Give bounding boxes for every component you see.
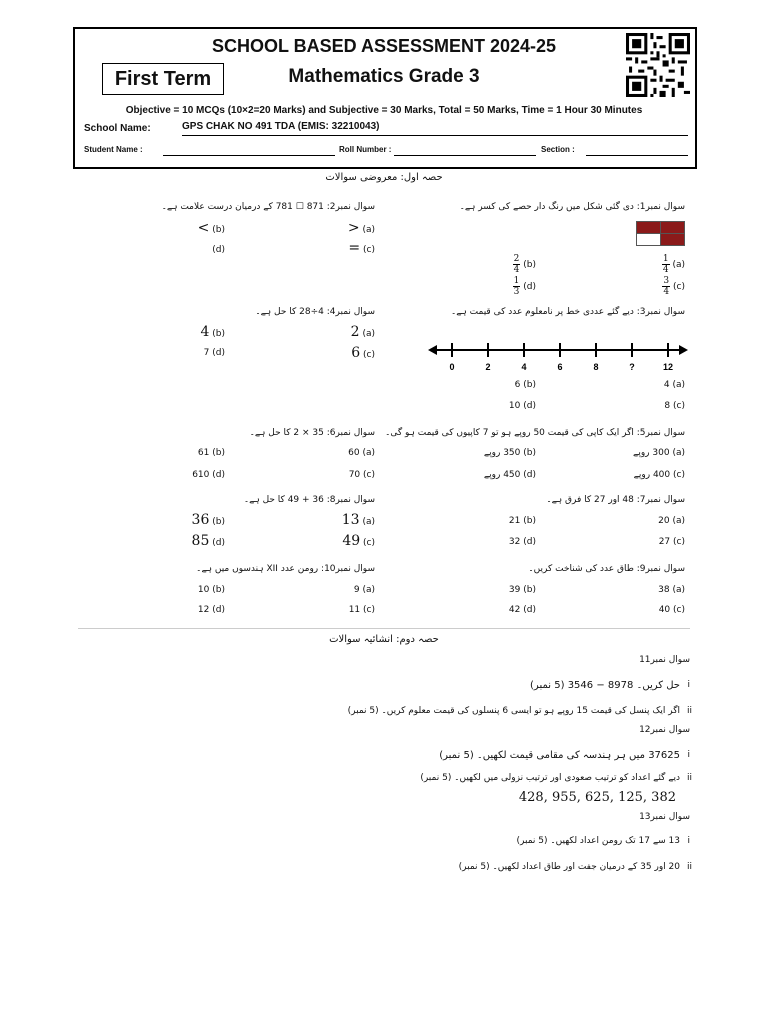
q1-shape xyxy=(636,221,686,247)
q13-ii-label: ii xyxy=(686,862,692,872)
q9-option-d[interactable]: 42 (d) xyxy=(508,605,536,615)
q5-option-b[interactable]: (b) 350 روپے xyxy=(483,448,536,458)
q10-option-d[interactable]: 12 (d) xyxy=(197,605,225,615)
q12-ii-text: دیے گئے اعداد کو ترتیب صعودی اور ترتیب نزولی میں لکھیں۔ (5 نمبر) xyxy=(420,773,680,783)
q7-option-b[interactable]: 21 (b) xyxy=(508,516,536,526)
q3-option-b[interactable]: 6 (b) xyxy=(514,380,536,390)
q1-option-a[interactable]: $\frac{1}{4}$ (a) xyxy=(662,254,685,275)
section-divider xyxy=(78,628,690,629)
q13-heading: سوال نمبر13 xyxy=(639,812,690,822)
q1-shape-cell xyxy=(637,234,661,246)
q9-text: سوال نمبر9: طاق عدد کی شناخت کریں۔ xyxy=(528,564,685,574)
term-box: First Term xyxy=(102,63,224,95)
q12-i-label: i xyxy=(687,750,690,760)
number-line-tick-label: 4 xyxy=(521,362,527,372)
q4-option-d[interactable]: 7 (d) xyxy=(203,348,225,358)
q9-option-a[interactable]: 38 (a) xyxy=(658,585,685,595)
q13-i-label: i xyxy=(687,836,690,846)
q6-option-c[interactable]: 70 (c) xyxy=(348,470,375,480)
section2-title: حصہ دوم: انشائیہ سوالات xyxy=(329,634,439,645)
q10-text: سوال نمبر10: رومن عدد XII ہندسوں میں ہے۔ xyxy=(196,564,375,574)
q7-option-c[interactable]: 27 (c) xyxy=(658,537,685,547)
q4-text: سوال نمبر4: 4÷28 کا حل ہے۔ xyxy=(255,307,375,317)
q3-option-a[interactable]: 4 (a) xyxy=(663,380,685,390)
q1-shape-cell xyxy=(661,234,685,246)
objective-line: Objective = 10 MCQs (10×2=20 Marks) and Subjective = 30 Marks, Total = 50 Marks, Time = 1 Hour 30 Minutes xyxy=(125,105,643,116)
q2-option-b[interactable]: < (b) xyxy=(197,220,225,236)
q12-i-text: 37625 میں ہر ہندسہ کی مقامی قیمت لکھیں۔ (5 نمبر) xyxy=(439,750,680,761)
q1-shape-cell xyxy=(661,222,685,234)
q5-option-a[interactable]: (a) 300 روپے xyxy=(633,448,685,458)
q8-option-b[interactable]: 36 (b) xyxy=(191,512,225,528)
school-name-value: GPS CHAK NO 491 TDA (EMIS: 32210043) xyxy=(182,121,688,136)
section-label: Section : xyxy=(541,145,575,154)
q3-option-d[interactable]: 10 (d) xyxy=(508,401,536,411)
q10-option-b[interactable]: 10 (b) xyxy=(197,585,225,595)
student-name-field[interactable] xyxy=(163,155,335,156)
q12-ii-numbers: 428, 955, 625, 125, 382 xyxy=(518,790,676,805)
q6-text: سوال نمبر6: 35 × 2 کا حل ہے۔ xyxy=(249,428,375,438)
subject-title: Mathematics Grade 3 xyxy=(288,66,480,87)
q2-text: سوال نمبر2: 871 ☐ 781 کے درمیان درست علامت ہے۔ xyxy=(161,202,375,212)
q4-option-a[interactable]: 2 (a) xyxy=(350,324,375,340)
q1-a-fraction: $\frac{1}{4}$ xyxy=(662,254,669,275)
roll-number-label: Roll Number : xyxy=(339,145,392,154)
q3-option-c[interactable]: 8 (c) xyxy=(664,401,685,411)
number-line-tick-label: 12 xyxy=(662,362,674,372)
q13-ii-text: 20 اور 35 کے درمیان جفت اور طاق اعداد لکھیں۔ (5 نمبر) xyxy=(458,862,680,872)
qr-code-icon xyxy=(626,33,690,97)
q5-option-c[interactable]: (c) 400 روپے xyxy=(633,470,685,480)
school-name-label: School Name: xyxy=(84,123,151,134)
q11-ii-text: اگر ایک پنسل کی قیمت 15 روپے ہو تو ایسی 6 پنسلوں کی قیمت معلوم کریں۔ (5 نمبر) xyxy=(347,706,680,716)
q3-number-line xyxy=(428,338,688,374)
roll-number-field[interactable] xyxy=(394,155,536,156)
q1-b-fraction: $\frac{2}{4}$ xyxy=(513,254,520,275)
q1-option-d[interactable]: $\frac{1}{3}$ (d) xyxy=(513,276,536,297)
q5-text: سوال نمبر5: اگر ایک کاپی کی قیمت 50 روپے ہو تو 7 کاپیوں کی قیمت ہو گی۔ xyxy=(385,428,685,438)
q3-text: سوال نمبر3: دیے گئے عددی خط پر نامعلوم عدد کی قیمت ہے۔ xyxy=(450,307,685,317)
q7-option-d[interactable]: 32 (d) xyxy=(508,537,536,547)
q6-option-b[interactable]: 61 (b) xyxy=(197,448,225,458)
q1-d-fraction: $\frac{1}{3}$ xyxy=(513,276,520,297)
number-line-tick-label: 2 xyxy=(485,362,491,372)
q11-heading: سوال نمبر11 xyxy=(639,655,690,665)
number-line-tick-label: ? xyxy=(629,362,635,372)
q2-option-d[interactable]: (d) xyxy=(212,245,225,255)
q1-text: سوال نمبر1: دی گئی شکل میں رنگ دار حصے کی کسر ہے۔ xyxy=(459,202,685,212)
q8-text: سوال نمبر8: 36 + 49 کا حل ہے۔ xyxy=(243,495,375,505)
q1-shape-cell xyxy=(637,222,661,234)
number-line-tick-label: 6 xyxy=(557,362,563,372)
q7-option-a[interactable]: 20 (a) xyxy=(658,516,685,526)
q12-ii-label: ii xyxy=(686,773,692,783)
q2-option-c[interactable]: = (c) xyxy=(348,240,375,256)
q7-text: سوال نمبر7: 48 اور 27 کا فرق ہے۔ xyxy=(546,495,685,505)
section1-title: حصہ اول: معروضی سوالات xyxy=(325,172,443,183)
q11-ii-label: ii xyxy=(686,706,692,716)
q4-option-b[interactable]: 4 (b) xyxy=(200,324,225,340)
q10-option-c[interactable]: 11 (c) xyxy=(348,605,375,615)
q8-option-c[interactable]: 49 (c) xyxy=(342,533,375,549)
q6-option-d[interactable]: 610 (d) xyxy=(192,470,225,480)
q5-option-d[interactable]: (d) 450 روپے xyxy=(483,470,536,480)
q11-i-text: حل کریں۔ 8978 − 3546 (5 نمبر) xyxy=(530,680,680,691)
number-line-tick-label: 0 xyxy=(449,362,455,372)
q8-option-a[interactable]: 13 (a) xyxy=(341,512,375,528)
q6-option-a[interactable]: 60 (a) xyxy=(348,448,375,458)
q1-option-c[interactable]: $\frac{3}{4}$ (c) xyxy=(663,276,685,297)
q9-option-b[interactable]: 39 (b) xyxy=(508,585,536,595)
q1-c-fraction: $\frac{3}{4}$ xyxy=(663,276,670,297)
q12-heading: سوال نمبر12 xyxy=(639,725,690,735)
number-line-tick-label: 8 xyxy=(593,362,599,372)
q9-option-c[interactable]: 40 (c) xyxy=(658,605,685,615)
q2-option-a[interactable]: > (a) xyxy=(347,220,375,236)
q8-option-d[interactable]: 85 (d) xyxy=(191,533,225,549)
q1-option-b[interactable]: $\frac{2}{4}$ (b) xyxy=(513,254,536,275)
page-title: SCHOOL BASED ASSESSMENT 2024-25 xyxy=(211,36,557,56)
q13-i-text: 13 سے 17 تک رومن اعداد لکھیں۔ (5 نمبر) xyxy=(516,836,680,846)
section-field[interactable] xyxy=(586,155,688,156)
student-name-label: Student Name : xyxy=(84,145,143,154)
q11-i-label: i xyxy=(687,680,690,690)
q10-option-a[interactable]: 9 (a) xyxy=(353,585,375,595)
q4-option-c[interactable]: 6 (c) xyxy=(351,345,375,361)
